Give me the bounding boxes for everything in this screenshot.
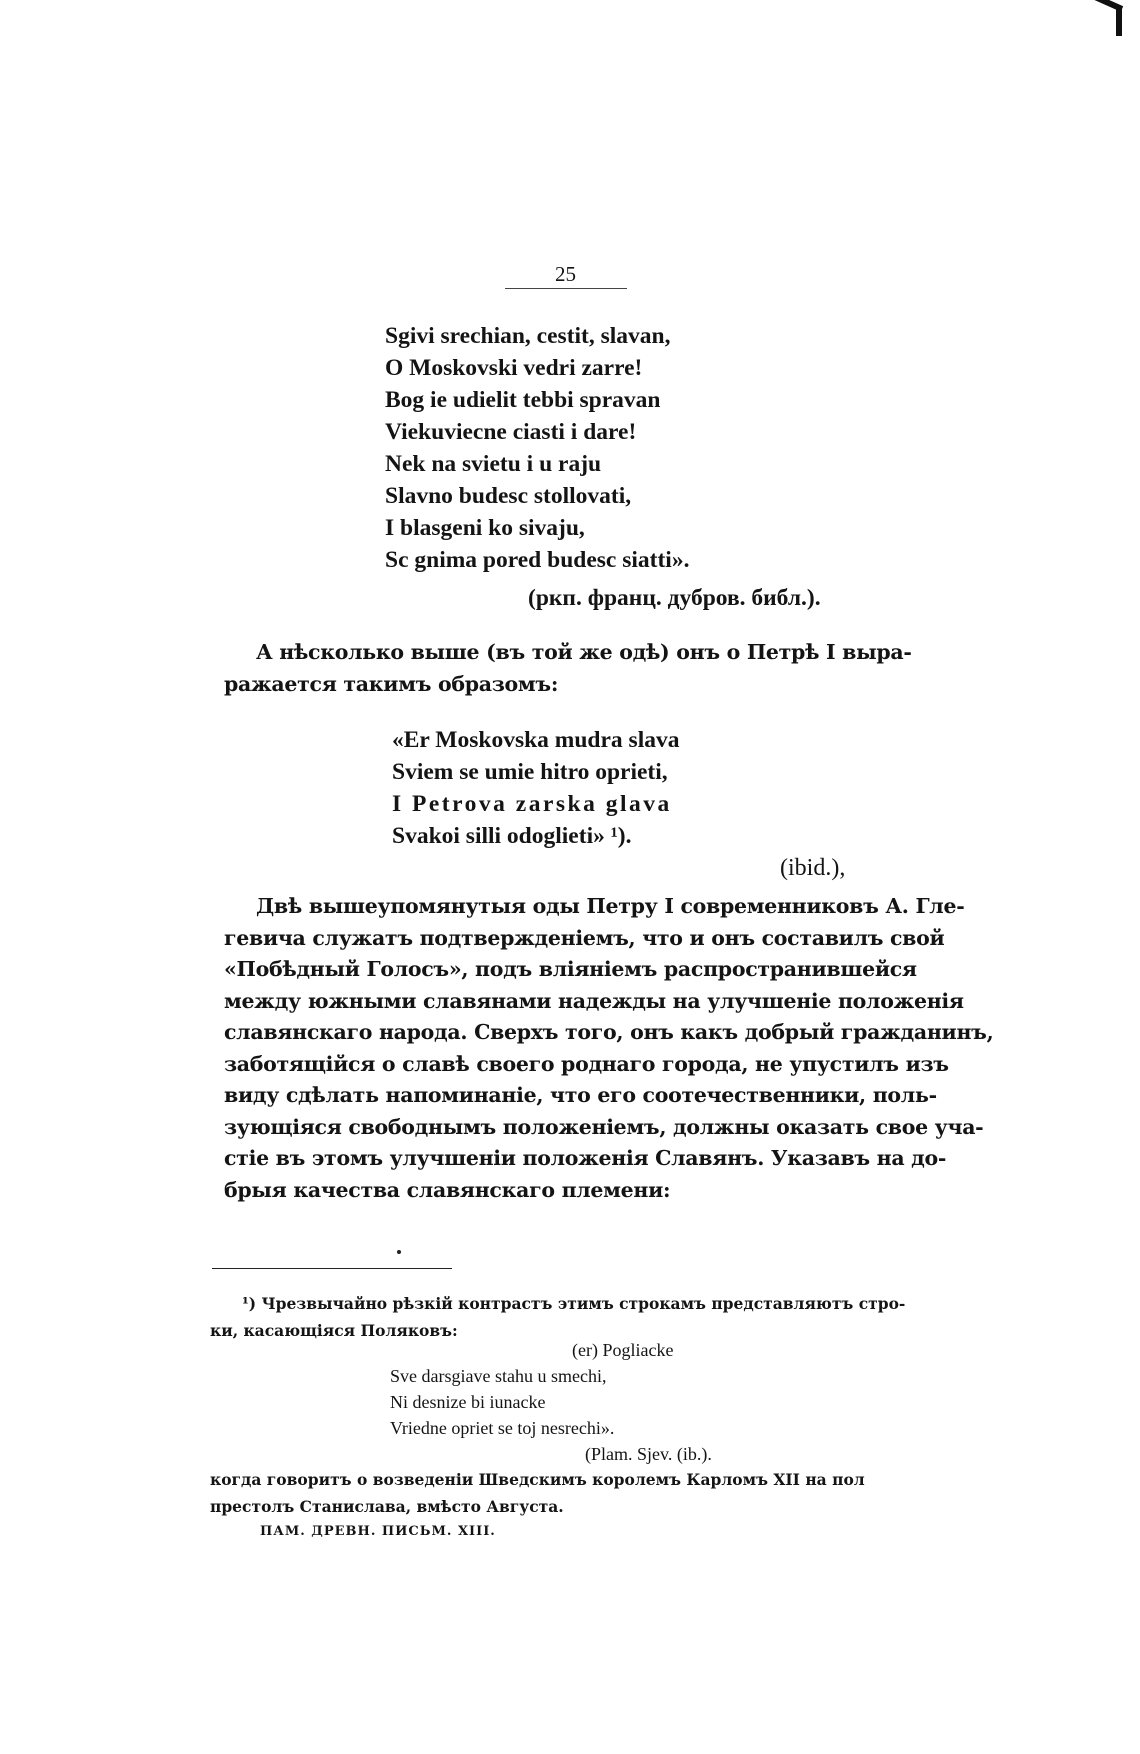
verse-1-citation: (ркп. франц. дубров. библ.).: [528, 585, 821, 611]
verse-line: Nek na svietu i u raju: [385, 451, 602, 477]
verse-2-citation: (ibid.),: [780, 855, 846, 881]
footnote-intro: [210, 1290, 905, 1344]
page-number: 25: [555, 262, 576, 286]
paragraph-line: зующіяся свободнымъ положеніемъ, должны оказать свое уча-: [224, 1114, 984, 1139]
footnote-line: ¹) Чрезвычайно рѣзкій контрастъ этимъ строкамъ представляютъ стро-: [242, 1294, 906, 1313]
stray-dot-mark: [397, 1250, 401, 1254]
footnote-line: престолъ Станислава, вмѣсто Августа.: [210, 1497, 564, 1516]
verse-line: Svakoi silli odoglieti» ¹).: [392, 823, 632, 849]
verse-line: I Petrova zarska glava: [392, 791, 672, 817]
footnote-line: когда говоритъ о возведеніи Шведскимъ королемъ Карломъ XII на пол: [210, 1470, 865, 1489]
footnote-verse-line: Ni desnize bi iunacke: [390, 1392, 546, 1412]
paragraph-line: «Побѣдный Голосъ», подъ вліяніемъ распространившейся: [224, 957, 917, 981]
verse-line: Sc gnima pored budesc siatti».: [385, 547, 690, 573]
paragraph-2: [224, 891, 994, 1206]
verse-line: Viekuviecne ciasti i dare!: [385, 419, 637, 445]
footnote-citation: (Plam. Sjev. (ib.).: [585, 1444, 712, 1464]
verse-line: Bog ie udielit tebbi spravan: [385, 387, 661, 413]
paragraph-line: Двѣ вышеупомянутыя оды Петру I современниковъ А. Гле-: [256, 894, 965, 918]
verse-block-1: [385, 320, 689, 576]
footnote-verse: [390, 1363, 614, 1441]
paragraph-line: между южными славянами надежды на улучшеніе положенія: [224, 988, 964, 1013]
paragraph-line: брыя качества славянскаго племени:: [224, 1177, 671, 1202]
verse-line: «Er Moskovska mudra slava: [392, 727, 680, 753]
verse-line: Sviem se umie hitro oprieti,: [392, 759, 668, 785]
verse-block-2: [392, 724, 680, 852]
signature-reference: ПАМ. ДРЕВН. ПИСЬМ. XIII.: [260, 1524, 496, 1539]
verse-line: Sgivi srechian, cestit, slavan,: [385, 323, 671, 349]
verse-line: Slavno budesc stollovati,: [385, 483, 632, 509]
footnote-separator: [212, 1268, 452, 1269]
paragraph-1: [224, 637, 939, 700]
paragraph-line: виду сдѣлать напоминаніе, что его соотечественники, поль-: [224, 1083, 937, 1107]
footnote-verse-line: Sve darsgiave stahu u smechi,: [390, 1366, 607, 1386]
verse-line: O Moskovski vedri zarre!: [385, 355, 643, 381]
page-number-rule: [505, 288, 627, 289]
paragraph-line: гевича служатъ подтвержденіемъ, что и онъ составилъ свой: [224, 925, 945, 950]
verse-line: I blasgeni ko sivaju,: [385, 515, 585, 541]
paragraph-line: стіе въ этомъ улучшеніи положенія Славянъ. Указавъ на до-: [224, 1146, 947, 1170]
paragraph-line: славянскаго народа. Сверхъ того, онъ какъ добрый гражданинъ,: [224, 1020, 994, 1044]
paragraph-line: А нѣсколько выше (въ той же одѣ) онъ о Петрѣ I выра-: [256, 640, 912, 664]
footnote-verse-head: (er) Pogliacke: [572, 1340, 674, 1360]
paragraph-line: заботящійся о славѣ своего роднаго города, не упустилъ изъ: [224, 1051, 949, 1076]
paragraph-line: ражается такимъ образомъ:: [224, 671, 559, 696]
footnote-verse-line: Vriedne opriet se toj nesrechi».: [390, 1418, 615, 1438]
footnote-line: ки, касающіяся Поляковъ:: [210, 1321, 458, 1340]
page-corner-mark: [1090, 0, 1130, 40]
footnote-outro: [210, 1466, 865, 1520]
